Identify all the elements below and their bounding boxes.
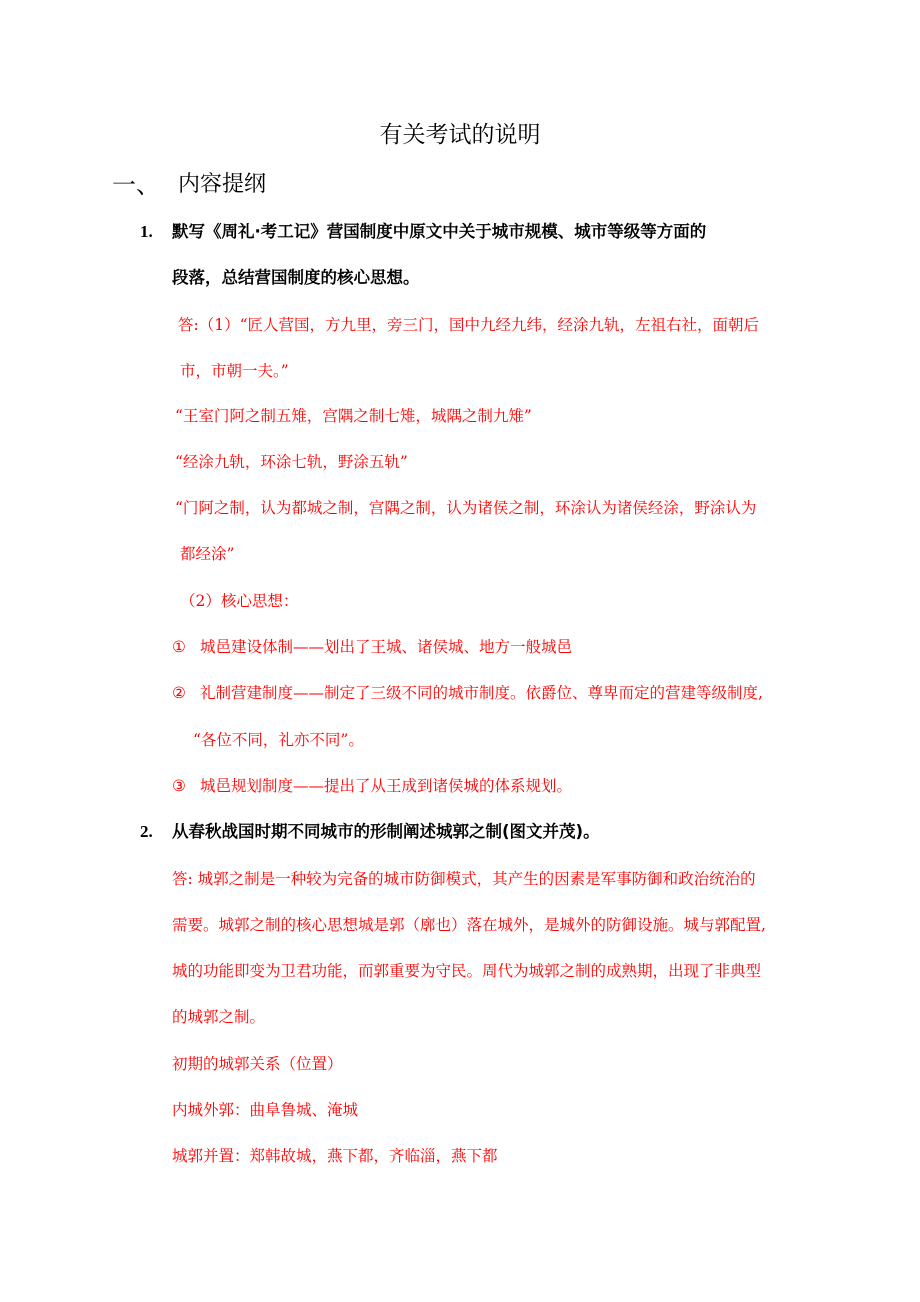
page-title: 有关考试的说明 <box>379 122 541 148</box>
answer-1-line-6: 都经涂” <box>180 545 235 563</box>
question-2-text: 从春秋战国时期不同城市的形制阐述城郭之制(图文并茂)。 <box>172 822 600 841</box>
point-3-text: 城邑规划制度——提出了从王成到诸侯城的体系规划。 <box>200 777 573 795</box>
answer-1-line-3: “王室门阿之制五雉，宫隅之制七雉，城隅之制九雉” <box>175 407 532 425</box>
question-1-line-1: 默写《周礼·考工记》营国制度中原文中关于城市规模、城市等级等方面的 <box>172 222 707 241</box>
section-number: 一、 <box>112 171 160 199</box>
answer-1-line-1: 答:（1）“匠人营国，方九里，旁三门，国中九经九纬，经涂九轨，左祖右社，面朝后 <box>178 316 760 334</box>
question-1-number: 1. <box>140 222 153 241</box>
answer-1-line-5: “门阿之制，认为都城之制，宫隅之制，认为诸侯之制，环涂认为诸侯经涂，野涂认为 <box>175 499 757 517</box>
answer-1-line-2: 市，市朝一夫。” <box>180 362 289 380</box>
answer-1-line-7: （2）核心思想： <box>180 592 299 610</box>
question-2-number: 2. <box>140 822 153 841</box>
answer-1-line-4: “经涂九轨，环涂七轨，野涂五轨” <box>175 453 408 471</box>
answer-2-line-3: 城的功能即变为卫君功能，而郭重要为守民。周代为城郭之制的成熟期，出现了非典型 <box>172 962 762 980</box>
point-2-mark: ② <box>172 684 186 702</box>
answer-2-line-7: 城郭并置：郑韩故城，燕下都，齐临淄，燕下都 <box>172 1147 498 1165</box>
answer-2-line-2: 需要。城郭之制的核心思想城是郭（廓也）落在城外，是城外的防御设施。城与郭配置, <box>172 916 766 934</box>
answer-2-line-6: 内城外郭：曲阜鲁城、淹城 <box>172 1101 359 1119</box>
answer-2-line-1: 答: 城郭之制是一种较为完备的城市防御模式，其产生的因素是军事防御和政治统治的 <box>172 870 756 888</box>
point-2-text: 礼制营建制度——制定了三级不同的城市制度。依爵位、尊卑而定的营建等级制度, <box>200 684 763 702</box>
point-1-mark: ① <box>172 638 186 656</box>
answer-2-line-4: 的城郭之制。 <box>172 1008 266 1026</box>
point-1-text: 城邑建设体制——划出了王城、诸侯城、地方一般城邑 <box>200 638 573 656</box>
question-1-line-2: 段落，总结营国制度的核心思想。 <box>172 268 420 287</box>
point-3-mark: ③ <box>172 777 186 795</box>
section-title: 内容提纲 <box>178 172 267 197</box>
point-2-continuation: “各位不同，礼亦不同”。 <box>193 731 364 749</box>
answer-2-line-5: 初期的城郭关系（位置） <box>172 1055 343 1073</box>
